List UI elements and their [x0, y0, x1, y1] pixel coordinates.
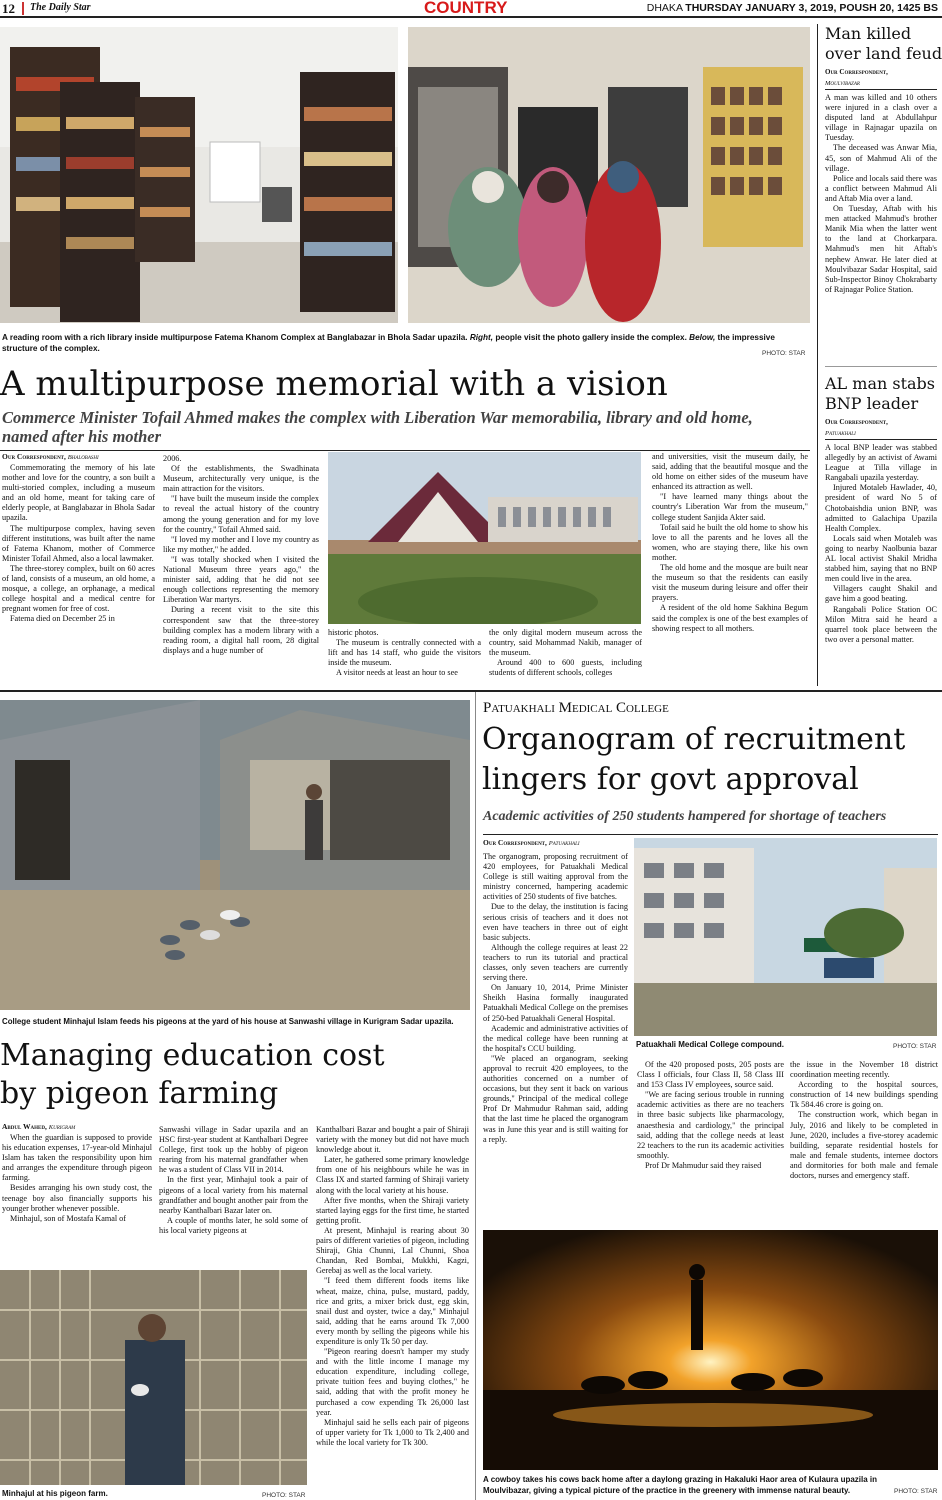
paragraph: Prof Dr Mahmudur said they raised	[645, 1160, 762, 1170]
caption-part-2: people visit the photo gallery inside the complex.	[495, 333, 687, 342]
memorial-column-1	[2, 463, 155, 683]
organogram-column-1	[483, 852, 628, 1182]
paragraph: During a recent visit to the site this correspondent saw that the three-storey building complex has a modern library with a reading room, a digital hall room, 28 digital displays and a huge number of	[163, 605, 319, 655]
paragraph: Tofail said he built the old home to show his love to all the parents and he loves all the women, who are staying there, like his own mother.	[652, 522, 808, 562]
medical-college-photo	[634, 838, 937, 1036]
pigeon-photo-credit: PHOTO: STAR	[262, 1492, 306, 1499]
memorial-column-2	[163, 454, 319, 684]
memorial-byline	[2, 452, 99, 461]
paragraph: "We are facing serious trouble in running academic activities as there are no teachers in three basic subjects like pharmacology, anaesthesia and cardiology," the principal said, adding that the college needs at least 22 teachers to the run its academic activities smoothly.	[637, 1090, 784, 1160]
paragraph: After five months, when the Shiraji variety started laying eggs for the first time, he started getting profit.	[316, 1195, 469, 1225]
organogram-byline-place: Patuakhali	[548, 840, 580, 847]
al-stabs-body	[825, 443, 937, 683]
dateline-city: DHAKA	[646, 2, 683, 14]
paragraph: A local BNP leader was stabbed allegedly by an activist of Awami League at Tilla village in Rangabali upazila yesterday.	[825, 443, 937, 483]
caption-below-label: Below,	[689, 333, 716, 342]
pigeon-byline	[2, 1122, 75, 1131]
al-stabs-byline-author: Our Correspondent,	[825, 418, 888, 426]
paragraph: Kanthalbari Bazar and bought a pair of Shiraji variety with the money but did not have much knowledge about it.	[316, 1125, 469, 1155]
paragraph: Due to the delay, the institution is facing serious crisis of teachers and it does not even have teachers in three out of eight basic subjects.	[483, 902, 628, 942]
memorial-deck: Commerce Minister Tofail Ahmed makes the complex with Liberation War memorabilia, library and old home, named after his mother	[2, 408, 753, 446]
masthead	[0, 0, 942, 18]
paragraph: Later, he gathered some primary knowledge from one of his neighbours while he was in Class IX and started farming of Shiraji variety along with the local variety at his house.	[316, 1155, 469, 1195]
paragraph: A man was killed and 10 others were injured in a clash over a disputed land at Abdullahpur village in Rajnagar upazila on Tuesday.	[825, 93, 937, 143]
al-stabs-byline	[825, 418, 888, 426]
caption-right-label: Right,	[469, 333, 494, 342]
pigeon-yard-photo	[0, 700, 470, 1010]
library-photo	[0, 27, 398, 323]
paragraph: Injured Motaleb Hawlader, 40, president of ward No 5 of Chotobaishdia union BNP, was admitted to Galachipa Upazila Health Complex.	[825, 483, 937, 533]
memorial-column-4	[489, 628, 642, 684]
paragraph: "I loved my mother and I love my country as like my mother," he added.	[163, 534, 319, 554]
paragraph: "I have learned many things about the country's Liberation War from the museum," college student Sanjida Akter said.	[652, 492, 808, 522]
paragraph: According to the hospital sources, construction of 14 new buildings spending Tk 584.46 crore is going on.	[790, 1080, 938, 1110]
paragraph: Minhajul said he sells each pair of pigeons of upper variety for Tk 1,000 to Tk 2,400 and while the local variety for Tk 300.	[316, 1417, 469, 1447]
paragraph: Fatema died on December 25 in	[10, 614, 115, 624]
paragraph: and universities, visit the museum daily, he said, adding that the beautiful mosque and the old home on either sides of the museum have enhanced its attraction as well.	[652, 452, 808, 492]
memorial-byline-place: Bhalobashi	[67, 454, 99, 461]
paragraph: Although the college requires at least 22 teachers to run its tutorial and practical classes, only seven teachers are currently serving there.	[483, 942, 628, 983]
paragraph: The three-storey complex, built on 60 acres of land, consists of a museum, an old home, a mosque, a college, an orphanage, a medical college hospital and a medical centre for pregnant women for free of cost.	[2, 563, 155, 614]
paragraph: "I have built the museum inside the complex to reveal the actual history of the country among the young generation and for my love for the country," Tofail Ahmed said.	[163, 494, 319, 534]
organogram-rule	[483, 834, 938, 835]
al-stabs-rule	[825, 439, 937, 440]
organogram-deck: Academic activities of 250 students hampered for shortage of teachers	[483, 809, 887, 824]
paragraph: A visitor needs at least an hour to see	[336, 668, 458, 678]
memorial-column-5	[652, 452, 808, 684]
paragraph: When the guardian is supposed to provide his education expenses, 17-year-old Minhajul Islam has taken the responsibility upon him and arranges the expenditure through pigeon farming.	[2, 1133, 152, 1183]
paragraph: Rangabali Police Station OC Milon Mitra said he heard a quarrel took place between the two over a personal matter.	[825, 604, 937, 644]
memorial-headline: A multipurpose memorial with a vision	[0, 364, 668, 404]
dateline-date: THURSDAY JANUARY 3, 2019, POUSH 20, 1425 BS	[685, 2, 938, 14]
paragraph: At present, Minhajul is rearing about 30 pairs of different varieties of pigeon, including Shiraji, Ghia Chunni, Lal Chunni, Shoa Chandan, Red Bombai, Mukkhi, Kagzi, Gerebaj as well as the local variety.	[316, 1225, 469, 1276]
paragraph: Villagers caught Shakil and gave him a good beating.	[825, 584, 937, 604]
section-divider	[0, 690, 942, 692]
gallery-photo	[408, 27, 810, 323]
paragraph: 2006.	[163, 454, 182, 463]
al-stabs-headline-1: AL man stabs	[825, 374, 935, 393]
page-number: 12	[2, 1, 15, 16]
memorial-column-3	[328, 628, 481, 684]
paragraph: "We placed an organogram, seeking approval to recruit 420 employees, to the authorities concerned on a number of occasions, but they sent it back on various grounds," Principal of the medical college Prof Dr Mahmudur Rahman said, adding that the last time he placed the organogram was in June this year and is still waiting for a reply.	[483, 1053, 628, 1144]
land-feud-body	[825, 93, 937, 359]
pigeon-byline-author: Abdul Wahed,	[2, 1122, 47, 1131]
land-feud-headline-1: Man killed	[825, 24, 912, 43]
al-stabs-place: Patuakhali	[825, 430, 856, 437]
paragraph: Of the establishments, the Swadhinata Museum, architecturally very unique, is the main attraction for the visitors.	[163, 464, 319, 494]
land-feud-rule	[825, 89, 937, 90]
pigeon-top-caption: College student Minhajul Islam feeds his pigeons at the yard of his house at Sanwashi village in Kurigram Sadar upazila.	[2, 1017, 454, 1026]
paragraph: the only digital modern museum across the country, said Mohammad Nakib, manager of the museum.	[489, 628, 642, 658]
top-photo-caption	[2, 333, 807, 354]
pigeon-bottom-caption: Minhajul at his pigeon farm.	[2, 1489, 108, 1498]
paragraph: historic photos.	[328, 628, 379, 637]
paragraph: Of the 420 proposed posts, 205 posts are Class I officials, four Class II, 58 Class III and 153 Class IV employees, source said.	[637, 1060, 784, 1090]
land-feud-byline	[825, 68, 888, 76]
paragraph: The construction work, which began in July, 2016 and likely to be completed in June, 2020, includes a five-storey academic building, separate residential hostels for male and female students, internee doctors and dormitories for both male and female doctors, nurses and emergency staff.	[790, 1110, 938, 1180]
medical-college-photo-credit: PHOTO: STAR	[893, 1043, 937, 1050]
caption-part-1: A reading room with a rich library inside multipurpose Fatema Khanom Complex at Banglabazar in Bhola Sadar upazila.	[2, 333, 468, 342]
land-feud-byline-place	[825, 78, 860, 87]
paragraph: Around 400 to 600 guests, including students of different schools, colleges	[489, 658, 642, 678]
paragraph: On January 10, 2014, Prime Minister Sheikh Hasina formally inaugurated Patuakhali Medical College on the premises of 250-bed Patuakhali General Hospital.	[483, 983, 628, 1023]
paragraph: Besides arranging his own study cost, the teenage boy also financially supports his younger brother whenever possible.	[2, 1183, 152, 1213]
organogram-byline	[483, 838, 580, 847]
paragraph: Sanwashi village in Sadar upazila and an HSC first-year student at Kanthalbari Degree College, first took up the hobby of pigeon rearing from his maternal grandfather when he was a student of Class VII in 2014.	[159, 1125, 308, 1175]
pigeon-column-2	[159, 1125, 308, 1257]
paragraph: Academic and administrative activities of the medical college have been running at the hospital's CCU building.	[483, 1023, 628, 1053]
lower-column-divider	[475, 692, 476, 1500]
memorial-rule	[0, 450, 810, 451]
paragraph: The old home and the mosque are built near the museum so that the residents can easily visit the museum during leisure and offer their prayers.	[652, 563, 808, 603]
paragraph: On Tuesday, Aftab with his men attacked Mahmud's brother Manik Mia when the latter went to the land at Chorkarpara. Mahmud's men hit Aftab's nephew Anwar. He later died at Moulvibazar Sadar Hospital, said Sub-Inspector Binoy Chokrabarty of Rajnagar Police Station.	[825, 204, 937, 294]
paragraph: The organogram, proposing recruitment of 420 employees, for Patuakhali Medical College is still waiting approval from the ministry concerned, hampering academic activities of 250 students of five batches.	[483, 852, 628, 902]
paragraph: The museum is centrally connected with a lift and has 14 staff, who guide the visitors inside the museum.	[328, 638, 481, 668]
organogram-kicker: Patuakhali Medical College	[483, 700, 669, 716]
paragraph: The deceased was Anwar Mia, 45, son of Mahmud Ali of the village.	[825, 143, 937, 173]
paragraph: A couple of months later, he sold some of his local variety pigeons at	[159, 1215, 308, 1235]
land-feud-headline-2: over land feud	[825, 44, 942, 63]
paper-name: The Daily Star	[30, 2, 91, 13]
masthead-separator	[22, 2, 24, 15]
complex-photo	[328, 452, 641, 624]
organogram-column-3	[790, 1060, 938, 1180]
cowboy-sunset-photo	[483, 1230, 938, 1470]
pigeon-headline-1: Managing education cost	[0, 1038, 385, 1073]
paragraph: Police and locals said there was a conflict between Mahmud Ali and Aftab Mia over a land.	[825, 173, 937, 203]
medical-college-caption: Patuakhali Medical College compound.	[636, 1040, 785, 1049]
top-photo-credit: PHOTO: STAR	[762, 350, 806, 357]
al-stabs-byline-place	[825, 428, 856, 437]
cowboy-caption: A cowboy takes his cows back home after a daylong grazing in Hakaluki Haor area of Kulaura upazila in Moulvibazar, giving a typical picture of the practice in the greenery with immense natural beauty.	[483, 1475, 878, 1495]
paragraph: the issue in the November 18 district coordination meeting recently.	[790, 1060, 938, 1080]
organogram-column-2	[637, 1060, 784, 1180]
sidebar-story-divider	[825, 366, 937, 367]
paragraph: Minhajul, son of Mostafa Kamal of	[10, 1213, 126, 1223]
land-feud-place: Moulvibazar	[825, 80, 860, 87]
land-feud-byline-author: Our Correspondent,	[825, 68, 888, 76]
pigeon-farm-photo	[0, 1270, 307, 1485]
paragraph: The multipurpose complex, having seven different institutions, was built after the name of Fatema Khanom, mother of Commerce Minister Tofail Ahmed, also a local lawmaker.	[2, 523, 155, 563]
memorial-byline-author: Our Correspondent,	[2, 452, 66, 461]
paragraph: "I feed them different foods items like wheat, maize, china, pulse, mustard, paddy, rice and grits, a mixer brick dust, egg skin, snail dust and oyster, twice a day," Minhajul said, adding that he earns around Tk 7,000 every month by selling the pigeons while his expenditure is only Tk 50 per day.	[316, 1276, 469, 1346]
organogram-headline-2: lingers for govt approval	[482, 762, 859, 797]
dateline	[647, 2, 938, 14]
organogram-headline-1: Organogram of recruitment	[482, 722, 906, 757]
caption-part-3: the impressive structure of the complex.	[2, 333, 775, 353]
paragraph: A resident of the old home Sakhina Begum said the complex is one of the best examples of showing respect to all mothers.	[652, 603, 808, 633]
pigeon-byline-place: Kurigram	[48, 1124, 76, 1131]
paragraph: Locals said when Motaleb was going to nearby Naolbunia bazar AL local activist Shakil Mridha stabbed him, saying that no BNP men could live in the area.	[825, 533, 937, 584]
pigeon-column-1	[2, 1133, 152, 1253]
sidebar-divider	[817, 24, 818, 686]
al-stabs-headline-2: BNP leader	[825, 394, 919, 413]
pigeon-headline-2: by pigeon farming	[0, 1076, 279, 1111]
pigeon-column-3	[316, 1125, 469, 1500]
paragraph: In the first year, Minhajul took a pair of pigeons of a local variety from his maternal grandfather and bought another pair from the nearby Kanthalbari Bazar later on.	[159, 1175, 308, 1215]
cowboy-photo-credit: PHOTO: STAR	[894, 1488, 938, 1495]
section-name: COUNTRY	[424, 0, 508, 17]
paragraph: "Pigeon rearing doesn't hamper my study and with the little income I manage my education expenditure, including college, private tuition fees and buying clothes," he said, adding that with the profit money he purchased a cow expending Tk 26,000 last year.	[316, 1347, 469, 1417]
paragraph: Commemorating the memory of his late mother and love for the country, a son built a multi-storied complex, including a museum and an old home, meant for taking care of elderly people, at Banglabazar in Bhola Sadar upazila.	[2, 463, 155, 523]
paragraph: "I was totally shocked when I visited the National Museum three years ago," the minister said, adding that he did not see enough collections representing the memory Liberation War martyrs.	[163, 554, 319, 605]
organogram-byline-author: Our Correspondent,	[483, 838, 547, 847]
